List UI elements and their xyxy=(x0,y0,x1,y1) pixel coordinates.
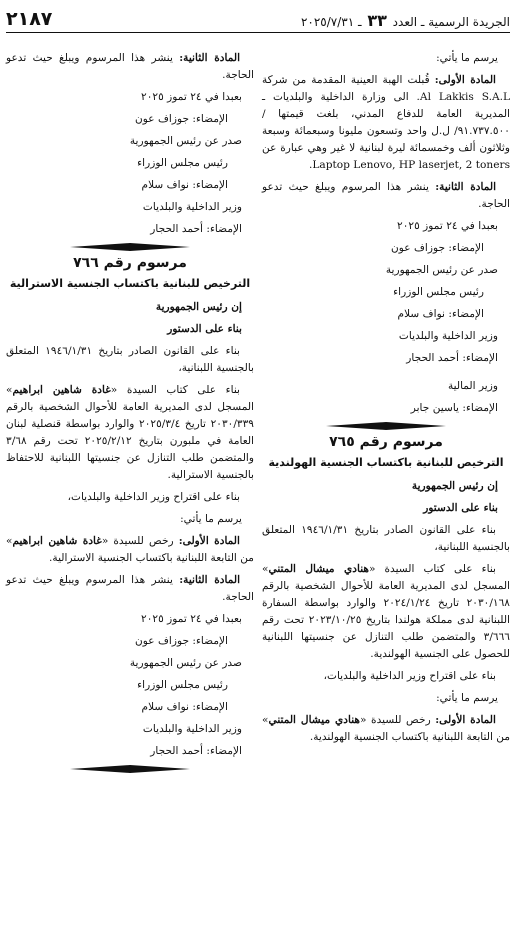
issued-by: صدر عن رئيس الجمهورية xyxy=(129,657,242,669)
basis-law: بناء على القانون الصادر بتاريخ ١٩٤٦/١/٣١ المتعلق بالجنسية اللبنانية، xyxy=(262,524,510,553)
basis-letter xyxy=(6,382,254,484)
interior-minister-title: وزير الداخلية والبلديات xyxy=(142,723,242,735)
constitution-heading: بناء على الدستور xyxy=(167,323,242,335)
article-1 xyxy=(262,72,510,174)
article-text: قُبلت الهبة العينية المقدمة من شركة Al Lakkis S.A.L. الى وزارة الداخلية والبلديات ـ المديرية العامة للدفاع المدني، بلغت قيمتها /٩١.٧٣٧.٥٠٠/ ل.ل واحد وتسعون مليونا وسبعمائة وسبعة وثلاثون ألف وخمسمائة ليرة لبنانية لا غير وهي عبارة عن Laptop Lenovo, HP laserjet, 2 toners. xyxy=(262,74,510,171)
section-divider xyxy=(262,422,510,430)
page-number: ٢١٨٧ xyxy=(6,8,53,30)
decree-intro: يرسم ما يأتي: xyxy=(180,513,242,525)
article-2 xyxy=(6,50,254,84)
issue-date: ـ ٢٠٢٥/٧/٣١ xyxy=(300,15,362,29)
basis-letter-text: » المسجل لدى المديرية العامة للأحوال الشخصية بالرقم ٢٠٣٠/٣٣٩ تاريخ ٢٠٢٥/٣/٤ والوارد بواسطة قنصلية لبنان العامة في ملبورن بتاريخ ٢٠٢٥/٢/١٢ تحت رقم ٣/٦٨ والمتضمن طلب التنازل عن جنسيتها اللبنانية للاحتفاظ بالجنسية الاسترالية. xyxy=(6,384,254,481)
basis-proposal: بناء على اقتراح وزير الداخلية والبلديات، xyxy=(323,670,496,682)
issue-number: ٣٣ xyxy=(367,11,387,30)
pm-signature: الإمضاء: نواف سلام xyxy=(141,701,228,713)
date-line: بعبدا في ٢٤ تموز ٢٠٢٥ xyxy=(397,220,498,232)
article-2 xyxy=(262,179,510,213)
pm-title: رئيس مجلس الوزراء xyxy=(137,679,228,691)
applicant-name: غادة شاهين ابراهيم xyxy=(12,535,102,547)
finance-minister-signature: الإمضاء: ياسين جابر xyxy=(410,402,498,414)
pm-title: رئيس مجلس الوزراء xyxy=(137,157,228,169)
article-text-prefix: رخص للسيدة « xyxy=(101,535,174,547)
article-text: ينشر هذا المرسوم ويبلغ حيث تدعو الحاجة. xyxy=(262,181,510,210)
constitution-heading: بناء على الدستور xyxy=(423,502,498,514)
basis-letter xyxy=(262,561,510,663)
interior-minister-signature: الإمضاء: أحمد الحجار xyxy=(406,352,498,364)
page-header xyxy=(6,4,510,33)
gazette-prefix: الجريدة الرسمية ـ العدد xyxy=(392,15,510,29)
decree-intro: يرسم ما يأتي: xyxy=(436,692,498,704)
date-line: بعبدا في ٢٤ تموز ٢٠٢٥ xyxy=(141,613,242,625)
finance-minister-title: وزير المالية xyxy=(447,380,498,392)
president-heading: إن رئيس الجمهورية xyxy=(155,301,242,313)
article-label: المادة الثانية: xyxy=(179,52,241,64)
decree-766-title: مرسوم رقم ٧٦٦ xyxy=(73,255,187,271)
president-heading: إن رئيس الجمهورية xyxy=(411,480,498,492)
basis-letter-prefix: بناء على كتاب السيدة « xyxy=(110,384,240,396)
article-2 xyxy=(6,572,254,606)
pm-signature: الإمضاء: نواف سلام xyxy=(141,179,228,191)
divider-ornament xyxy=(70,243,190,251)
decree-765-subtitle: الترخيص للبنانية باكتساب الجنسية الهولندية xyxy=(268,456,504,469)
section-divider xyxy=(6,243,254,251)
left-column xyxy=(6,50,254,777)
article-1 xyxy=(262,712,510,746)
basis-proposal: بناء على اقتراح وزير الداخلية والبلديات، xyxy=(67,491,240,503)
article-text-prefix: رخص للسيدة « xyxy=(360,714,431,726)
article-label: المادة الأولى: xyxy=(178,535,240,547)
article-text: ينشر هذا المرسوم ويبلغ حيث تدعو الحاجة. xyxy=(6,52,254,81)
basis-letter-prefix: بناء على كتاب السيدة « xyxy=(368,563,496,575)
interior-minister-title: وزير الداخلية والبلديات xyxy=(398,330,498,342)
president-signature: الإمضاء: جوزاف عون xyxy=(391,242,484,254)
article-1 xyxy=(6,533,254,567)
decree-intro: يرسم ما يأتي: xyxy=(436,52,498,64)
article-text: » من التابعة اللبنانية باكتساب الجنسية الهولندية. xyxy=(262,714,510,743)
interior-minister-title: وزير الداخلية والبلديات xyxy=(142,201,242,213)
right-column xyxy=(262,50,510,751)
pm-title: رئيس مجلس الوزراء xyxy=(393,286,484,298)
divider-ornament xyxy=(70,765,190,773)
interior-minister-signature: الإمضاء: أحمد الحجار xyxy=(150,223,242,235)
pm-signature: الإمضاء: نواف سلام xyxy=(397,308,484,320)
section-divider xyxy=(6,765,254,773)
applicant-name: غادة شاهين ابراهيم xyxy=(12,384,111,396)
article-label: المادة الأولى: xyxy=(434,74,496,86)
president-signature: الإمضاء: جوزاف عون xyxy=(135,635,228,647)
divider-ornament xyxy=(326,422,446,430)
issued-by: صدر عن رئيس الجمهورية xyxy=(385,264,498,276)
article-label: المادة الثانية: xyxy=(179,574,241,586)
gazette-title xyxy=(301,11,510,30)
article-text: » من التابعة اللبنانية باكتساب الجنسية الاسترالية. xyxy=(6,535,254,564)
article-label: المادة الأولى: xyxy=(435,714,496,726)
date-line: بعبدا في ٢٤ تموز ٢٠٢٥ xyxy=(141,91,242,103)
basis-law: بناء على القانون الصادر بتاريخ ١٩٤٦/١/٣١ المتعلق بالجنسية اللبنانية، xyxy=(6,345,254,374)
article-label: المادة الثانية: xyxy=(435,181,497,193)
issued-by: صدر عن رئيس الجمهورية xyxy=(129,135,242,147)
decree-766-subtitle: الترخيص للبنانية باكتساب الجنسية الاسترالية xyxy=(9,277,251,290)
interior-minister-signature: الإمضاء: أحمد الحجار xyxy=(150,745,242,757)
basis-letter-text: » المسجل لدى المديرية العامة للأحوال الشخصية بالرقم ٢٠٣٠/١٦٨ تاريخ ٢٠٢٤/١/٢٤ والوارد بواسطة السفارة اللبنانية لدى مملكة هولندا بتاريخ ٢٠٢٣/١٠/٢٥ تحت رقم ٣/٦٦٦ والمتضمن طلب التنازل عن جنسيتها اللبنانية للحصول على الجنسية الهولندية. xyxy=(262,563,510,660)
article-text: ينشر هذا المرسوم ويبلغ حيث تدعو الحاجة. xyxy=(6,574,254,603)
decree-765-title: مرسوم رقم ٧٦٥ xyxy=(329,434,443,450)
applicant-name: هنادي ميشال المتني xyxy=(268,714,360,726)
president-signature: الإمضاء: جوزاف عون xyxy=(135,113,228,125)
applicant-name: هنادي ميشال المتني xyxy=(268,563,369,575)
